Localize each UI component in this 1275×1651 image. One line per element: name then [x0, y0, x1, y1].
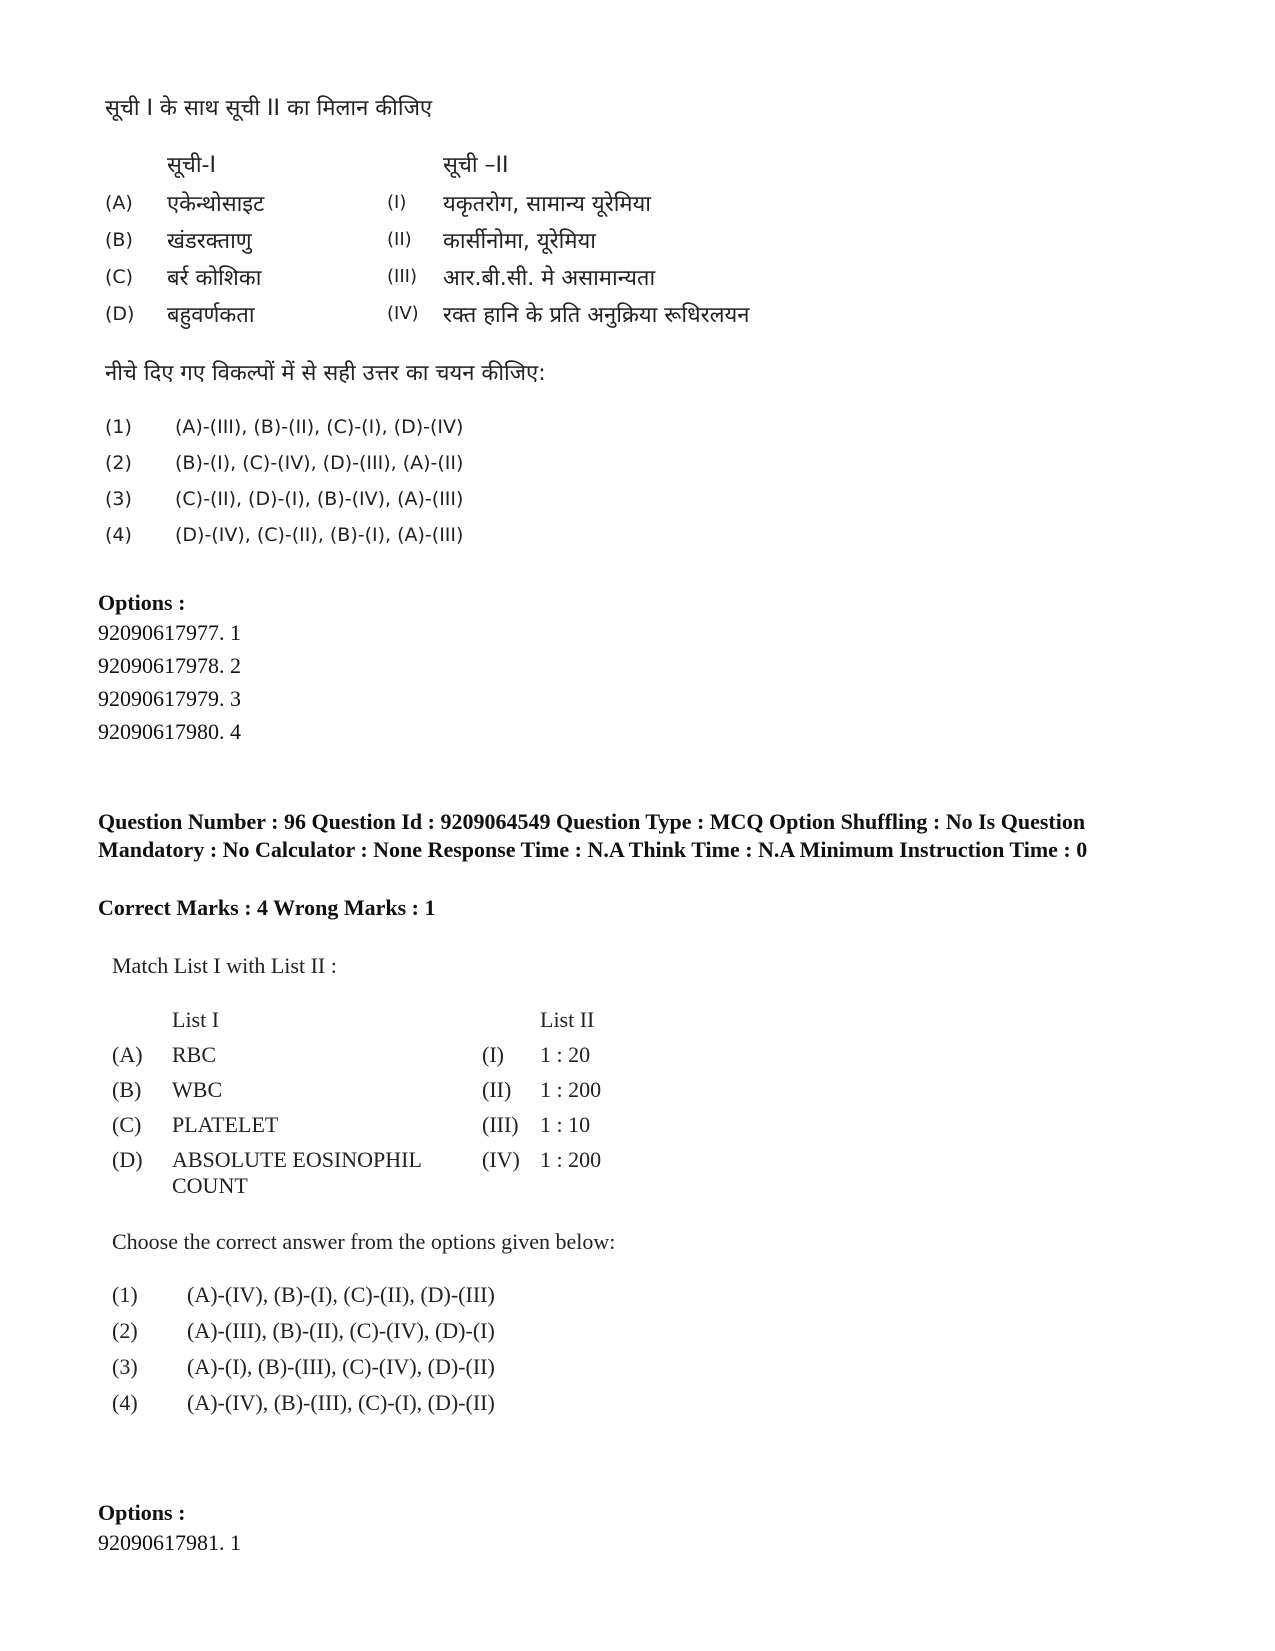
- roman-label: (II): [482, 1077, 512, 1102]
- options-title: Options :: [98, 1500, 186, 1525]
- english-question: [112, 953, 832, 1421]
- hindi-table-row: [105, 184, 825, 221]
- choice-number: (3): [105, 488, 132, 510]
- roman-label: (IV): [482, 1147, 520, 1172]
- english-choices: [112, 1277, 832, 1421]
- option-item: 92090617977. 1: [98, 620, 241, 645]
- option-item: 92090617979. 3: [98, 686, 241, 711]
- english-match-table: [112, 1007, 832, 1199]
- hindi-table-row: [105, 258, 825, 295]
- roman-label: (II): [387, 229, 412, 250]
- choice-text: (A)-(III), (B)-(II), (C)-(IV), (D)-(I): [187, 1318, 495, 1343]
- row-label: (D): [112, 1147, 143, 1172]
- list1-item: WBC: [172, 1077, 223, 1102]
- choice-item: [112, 1313, 832, 1349]
- roman-label: (III): [387, 266, 417, 287]
- list2-item: यकृतरोग, सामान्य यूरेमिया: [443, 191, 652, 217]
- choice-text: (D)-(IV), (C)-(II), (B)-(I), (A)-(III): [175, 524, 464, 546]
- row-label: (B): [112, 1077, 142, 1102]
- choice-text: (B)-(I), (C)-(IV), (D)-(III), (A)-(II): [175, 452, 464, 474]
- choice-item: [112, 1385, 832, 1421]
- row-label: (B): [105, 228, 133, 251]
- english-instruction: Choose the correct answer from the options given below:: [112, 1229, 616, 1254]
- hindi-table-row: [105, 295, 825, 332]
- roman-label: (III): [482, 1112, 519, 1137]
- choice-number: (2): [112, 1318, 138, 1343]
- choice-item: [105, 409, 825, 445]
- choice-item: [105, 445, 825, 481]
- row-label: (C): [105, 265, 134, 288]
- hindi-table-row: [105, 221, 825, 258]
- choice-text: (C)-(II), (D)-(I), (B)-(IV), (A)-(III): [175, 488, 464, 510]
- list1-item: RBC: [172, 1042, 217, 1067]
- english-list1-heading: List I: [172, 1007, 220, 1032]
- choice-number: (2): [105, 452, 132, 474]
- list1-item: बहुवर्णकता: [167, 302, 255, 328]
- english-table-header: [112, 1007, 832, 1042]
- list1-item: PLATELET: [172, 1112, 279, 1137]
- row-label: (D): [105, 302, 135, 325]
- choice-text: (A)-(I), (B)-(III), (C)-(IV), (D)-(II): [187, 1354, 495, 1379]
- english-table-row: [112, 1112, 832, 1147]
- roman-label: (I): [482, 1042, 504, 1067]
- choice-number: (1): [105, 416, 132, 438]
- roman-label: (I): [387, 192, 407, 213]
- options-block-2: [98, 1500, 241, 1559]
- hindi-list2-heading: सूची –II: [443, 153, 509, 178]
- choice-item: [112, 1349, 832, 1385]
- row-label: (A): [105, 191, 133, 214]
- choice-item: [105, 517, 825, 553]
- choice-item: [105, 481, 825, 517]
- list1-item: ABSOLUTE EOSINOPHIL COUNT: [172, 1147, 422, 1198]
- choice-item: [112, 1277, 832, 1313]
- choice-number: (4): [105, 524, 132, 546]
- row-label: (C): [112, 1112, 142, 1137]
- hindi-list1-heading: सूची-I: [167, 153, 216, 178]
- list2-item: आर.बी.सी. मे असामान्यता: [443, 265, 656, 291]
- choice-text: (A)-(IV), (B)-(III), (C)-(I), (D)-(II): [187, 1390, 495, 1415]
- list2-item: कार्सीनोमा, यूरेमिया: [443, 228, 596, 254]
- question-marks: Correct Marks : 4 Wrong Marks : 1: [98, 895, 436, 920]
- hindi-match-table: [105, 144, 825, 332]
- list2-item: 1 : 10: [540, 1112, 591, 1137]
- options-title: Options :: [98, 590, 186, 615]
- list2-item: 1 : 20: [540, 1042, 591, 1067]
- list1-item: बर्र कोशिका: [167, 265, 262, 291]
- option-item: 92090617980. 4: [98, 719, 241, 744]
- hindi-instruction: नीचे दिए गए विकल्पों में से सही उत्तर का चयन कीजिए:: [105, 361, 546, 386]
- choice-number: (3): [112, 1354, 138, 1379]
- list2-item: 1 : 200: [540, 1147, 602, 1172]
- hindi-question: [105, 92, 825, 553]
- row-label: (A): [112, 1042, 143, 1067]
- english-table-row: [112, 1042, 832, 1077]
- english-list2-heading: List II: [540, 1007, 595, 1032]
- roman-label: (IV): [387, 303, 419, 324]
- question-meta: Question Number : 96 Question Id : 9209064549 Question Type : MCQ Option Shuffling : No Is Question Mandatory : No Calculator : None Response Time : N.A Think Time : N.A Minimum Instruction Time : 0: [98, 809, 1088, 862]
- option-item: 92090617978. 2: [98, 653, 241, 678]
- list1-item: खंडरक्ताणु: [167, 228, 252, 254]
- options-block-1: [98, 590, 241, 748]
- english-question-intro: Match List I with List II :: [112, 953, 337, 978]
- choice-number: (4): [112, 1390, 138, 1415]
- english-table-row: [112, 1077, 832, 1112]
- option-item: 92090617981. 1: [98, 1530, 241, 1555]
- hindi-table-header: [105, 144, 825, 184]
- choice-text: (A)-(IV), (B)-(I), (C)-(II), (D)-(III): [187, 1282, 495, 1307]
- hindi-choices: [105, 409, 825, 553]
- list1-item: एकेन्थोसाइट: [167, 191, 265, 217]
- hindi-question-intro: सूची I के साथ सूची II का मिलान कीजिए: [105, 96, 433, 121]
- list2-item: 1 : 200: [540, 1077, 602, 1102]
- list2-item: रक्त हानि के प्रति अनुक्रिया रूधिरलयन: [443, 302, 750, 328]
- english-table-row: [112, 1147, 832, 1199]
- choice-number: (1): [112, 1282, 138, 1307]
- choice-text: (A)-(III), (B)-(II), (C)-(I), (D)-(IV): [175, 416, 464, 438]
